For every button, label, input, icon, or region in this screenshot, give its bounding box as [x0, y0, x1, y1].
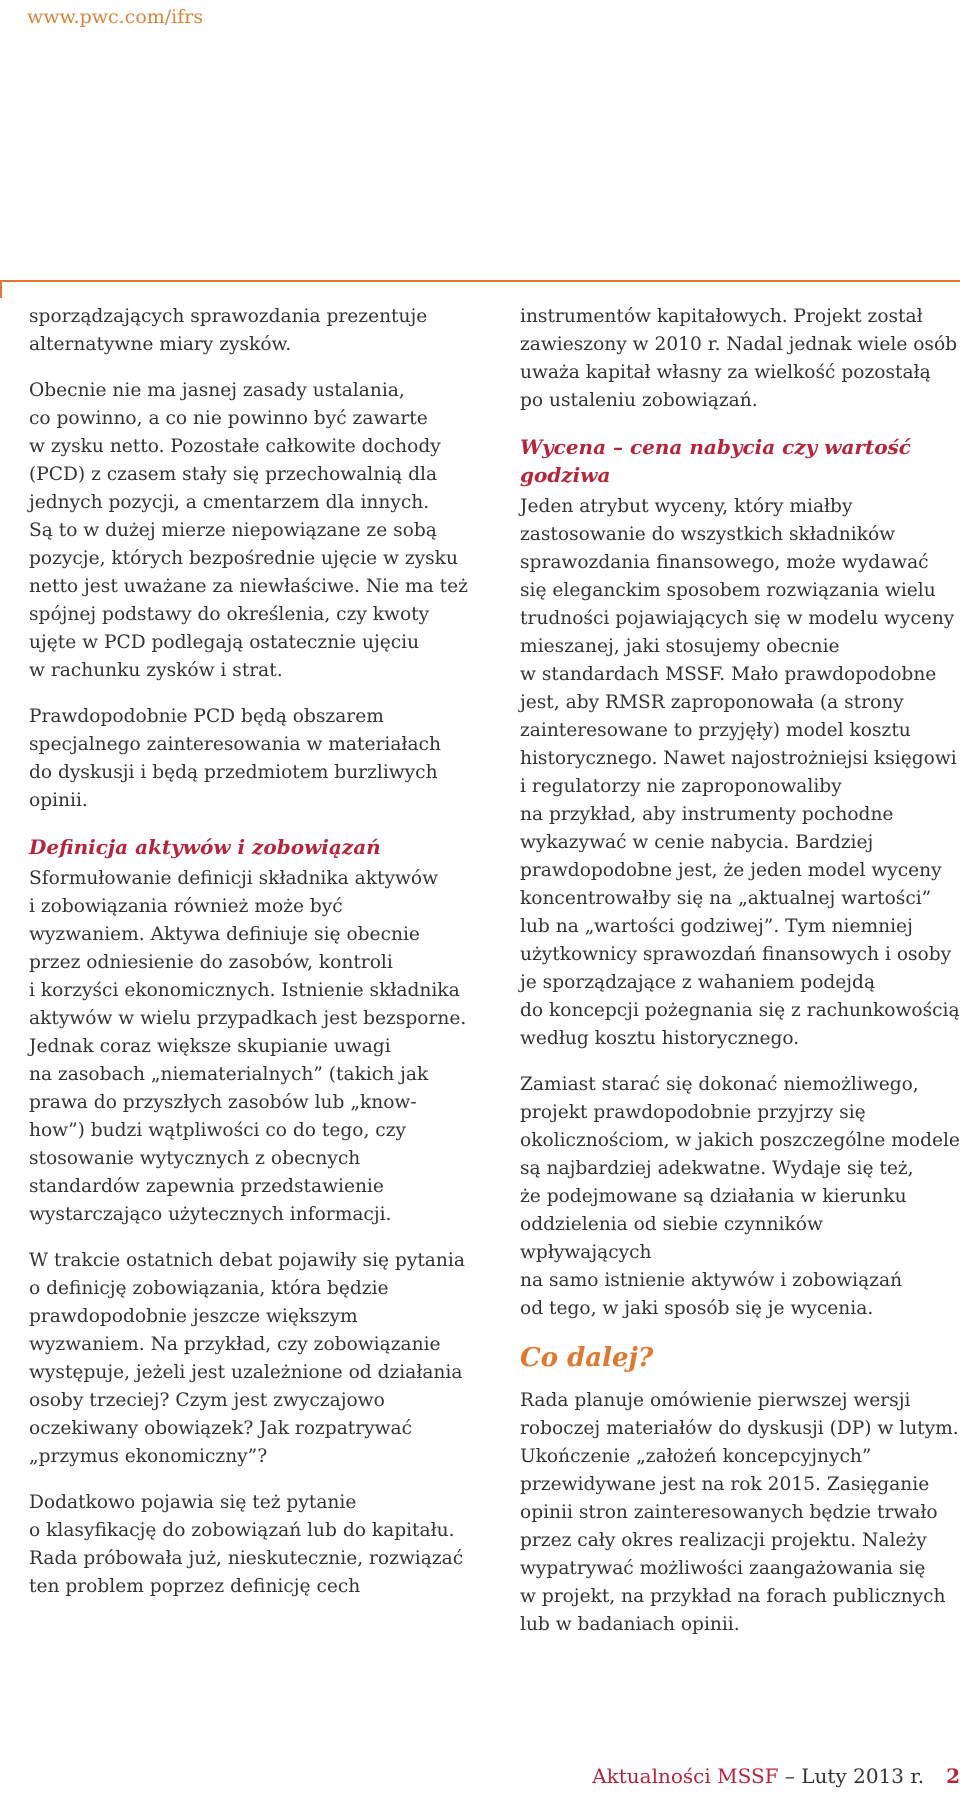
section-divider — [0, 280, 960, 282]
section-divider-tick — [0, 280, 2, 298]
section-heading: Definicja aktywów i zobowiązań — [29, 835, 381, 859]
paragraph: Jeden atrybut wyceny, który miałby zastosowanie do wszystkich składników sprawozdania finansowego, może wydawać się eleganckim sposobem rozwiązania wielu trudności pojawiających się w modelu wyceny mieszanej, jaki stosujemy obecnie w standardach MSSF. Mało prawdopodobne jest, aby RMSR zaproponowała (a strony zainteresowane to przyjęły) model kosztu historycznego. Nawet najostrożniejsi księgowi i regulatorzy nie zaproponowaliby na przykład, aby instrumenty pochodne wykazywać w cenie nabycia. Bardziej prawdopodobne jest, że jeden model wyceny koncentrowałby się na „aktualnej wartości” lub na „wartości godziwej”. Tym niemniej użytkownicy sprawozdań finansowych i osoby je sporządzające z wahaniem podejdą do koncepcji pożegnania się z rachunkowością według kosztu historycznego. — [520, 496, 960, 1049]
left-column — [29, 303, 469, 1619]
paragraph: Prawdopodobnie PCD będą obszarem specjalnego zainteresowania w materiałach do dyskusji i będą przedmiotem burzliwych opinii. — [29, 706, 441, 811]
paragraph: sporządzających sprawozdania prezentuje alternatywne miary zysków. — [29, 306, 428, 355]
page-number: 2 — [946, 1764, 960, 1788]
header-url[interactable]: www.pwc.com/ifrs — [27, 6, 204, 28]
page-footer — [592, 1764, 960, 1788]
right-column — [520, 303, 960, 1657]
paragraph: instrumentów kapitałowych. Projekt został zawieszony w 2010 r. Nadal jednak wiele osób uważa kapitał własny za wielkość pozostałą po ustaleniu zobowiązań. — [520, 306, 958, 411]
paragraph: Obecnie nie ma jasnej zasady ustalania, co powinno, a co nie powinno być zawarte w zysku netto. Pozostałe całkowite dochody (PCD) z czasem stały się przechowalnią dla jednych pozycji, a cmentarzem dla innych. Są to w dużej mierze niepowiązane ze sobą pozycje, których bezpośrednie ujęcie w zysku netto jest uważane za niewłaściwe. Nie ma też spójnej podstawy do określenia, czy kwoty ujęte w PCD podlegają ostatecznie ujęciu w rachunku zysków i strat. — [29, 380, 468, 681]
paragraph: Sformułowanie definicji składnika aktywów i zobowiązania również może być wyzwaniem. Aktywa definiuje się obecnie przez odniesienie do zasobów, kontroli i korzyści ekonomicznych. Istnienie składnika aktywów w wielu przypadkach jest bezsporne. Jednak coraz większe skupianie uwagi na zasobach „niematerialnych” (takich jak prawa do przyszłych zasobów lub „know- how”) budzi wątpliwości co do tego, czy stosowanie wytycznych z obecnych standardów zapewnia przedstawienie wystarczająco użytecznych informacji. — [29, 868, 467, 1225]
paragraph: Dodatkowo pojawia się też pytanie o klasyfikację do zobowiązań lub do kapitału. Rada próbowała już, nieskutecznie, rozwiązać ten problem poprzez definicję cech — [29, 1492, 464, 1597]
paragraph: W trakcie ostatnich debat pojawiły się pytania o definicję zobowiązania, która będzie prawdopodobnie jeszcze większym wyzwaniem. Na przykład, czy zobowiązanie występuje, jeżeli jest uzależnione od działania osoby trzeciej? Czym jest zwyczajowo oczekiwany obowiązek? Jak rozpatrywać „przymus ekonomiczny”? — [29, 1250, 465, 1467]
paragraph: Zamiast starać się dokonać niemożliwego, projekt prawdopodobnie przyjrzy się okolicznościom, w jakich poszczególne modele są najbardziej adekwatne. Wydaje się też, że podejmowane są działania w kierunku oddzielenia od siebie czynników wpływających na samo istnienie aktywów i zobowiązań od tego, w jaki sposób się je wycenia. — [520, 1074, 960, 1319]
publication-date: – Luty 2013 r. — [778, 1764, 925, 1788]
section-title: Co dalej? — [520, 1343, 654, 1373]
paragraph: Rada planuje omówienie pierwszej wersji roboczej materiałów do dyskusji (DP) w lutym. Ukończenie „założeń koncepcyjnych” przewidywane jest na rok 2015. Zasięganie opinii stron zainteresowanych będzie trwało przez cały okres realizacji projektu. Należy wypatrywać możliwości zaangażowania się w projekt, na przykład na forach publicznych lub w badaniach opinii. — [520, 1390, 959, 1635]
section-heading: Wycena – cena nabycia czy wartość godziwa — [520, 435, 911, 487]
publication-title: Aktualności MSSF — [592, 1764, 779, 1788]
